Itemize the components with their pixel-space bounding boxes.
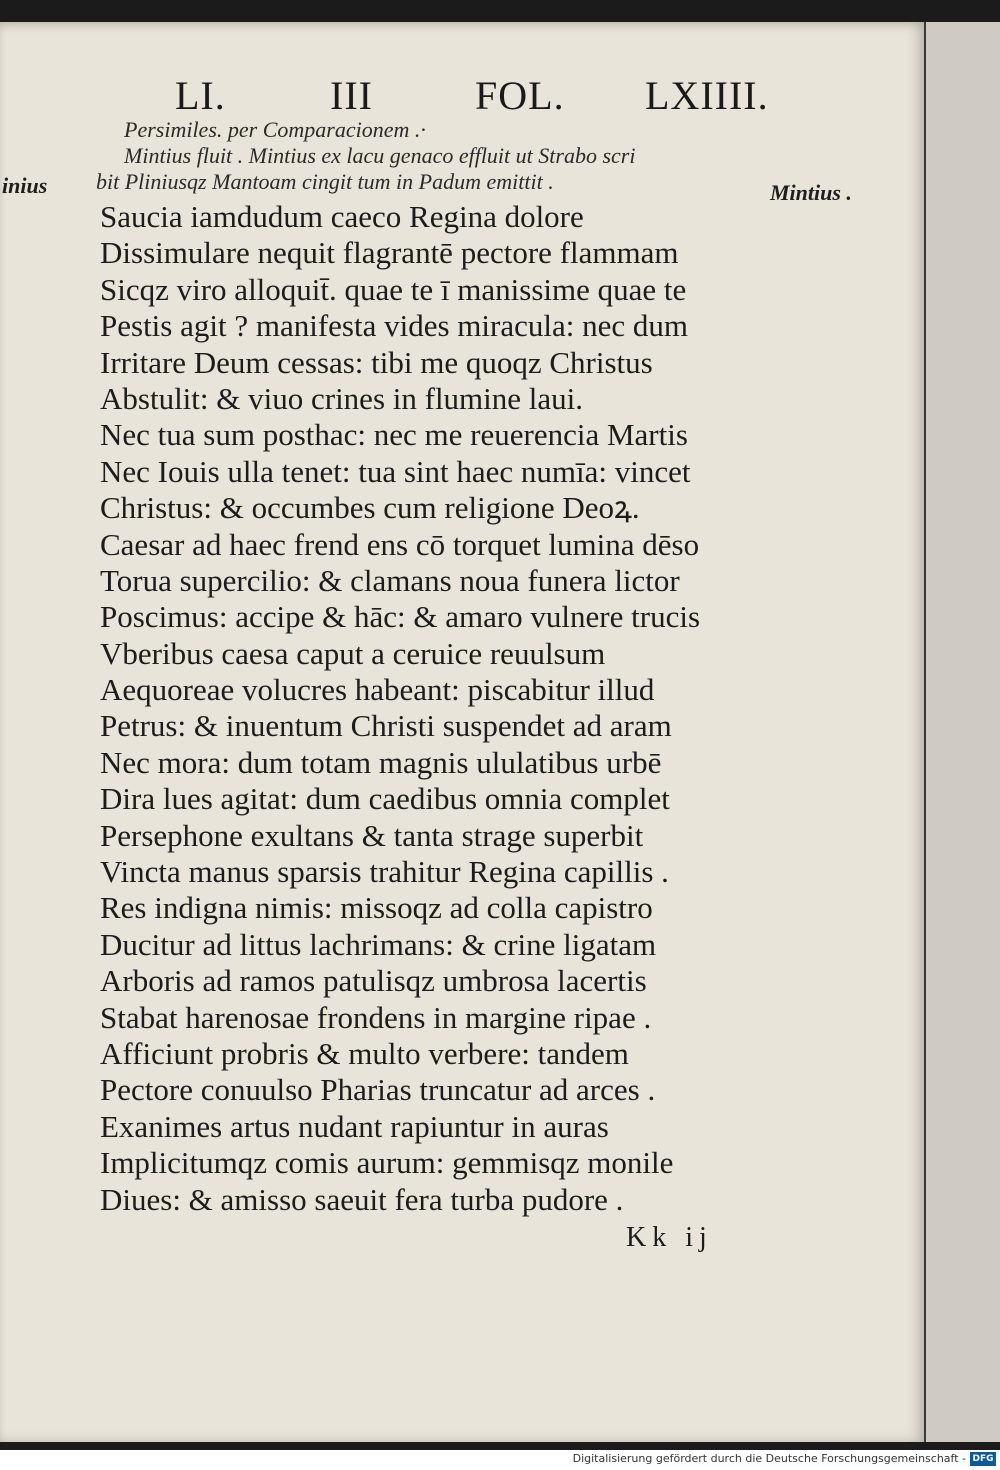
- verse-line: Caesar ad haec frend ens cō torquet lumina dēso: [100, 526, 700, 562]
- verse-line: Vincta manus sparsis trahitur Regina capillis .: [100, 854, 669, 890]
- footer-bar: [0, 1450, 1000, 1470]
- verse-line: Poscimus: accipe & hāc: & amaro vulnere trucis: [100, 599, 701, 635]
- verse-line: Irritare Deum cessas: tibi me quoqz Christus: [100, 344, 653, 380]
- verse-line: Vberibus caesa caput a ceruice reuulsum: [100, 635, 606, 671]
- verse-line: Sicqz viro alloquit̄. quae te ī manissime quae te: [100, 271, 687, 307]
- verse-line: Pestis agit ? manifesta vides miracula: nec dum: [100, 308, 688, 344]
- verse-line: Nec Iouis ulla tenet: tua sint haec numīa: vincet: [100, 453, 691, 489]
- verse-line: Res indigna nimis: missoqz ad colla capistro: [100, 890, 653, 926]
- gloss-line-1: Persimiles. per Comparacionem .·: [124, 117, 426, 142]
- verse-line: Exanimes artus nudant rapiuntur in auras: [100, 1108, 609, 1144]
- signature-mark: Kk ij: [626, 1222, 713, 1253]
- verse-line: Arboris ad ramos patulisqz umbrosa lacertis: [100, 963, 647, 999]
- footer-credit: Digitalisierung gefördert durch die Deutsche Forschungsgemeinschaft -: [572, 1452, 966, 1465]
- verse-line: Ducitur ad littus lachrimans: & crine ligatam: [100, 926, 657, 962]
- verse-line: Nec mora: dum totam magnis ululatibus urbē: [100, 744, 662, 780]
- verse-line: Christus: & occumbes cum religione Deoꝝ.: [100, 490, 640, 526]
- verse-line: Stabat harenosae frondens in margine ripae .: [100, 999, 652, 1035]
- verse-line: Saucia iamdudum caeco Regina dolore: [100, 199, 584, 234]
- verse-line: Dissimulare nequit flagrantē pectore flammam: [100, 235, 679, 271]
- verse-line: Persephone exultans & tanta strage superbit: [100, 817, 644, 853]
- verse-line: Pectore conuulso Pharias truncatur ad arces .: [100, 1072, 656, 1108]
- header-fol-label: FOL.: [475, 73, 565, 118]
- verse-line: Diues: & amisso saeuit fera turba pudore .: [100, 1181, 624, 1217]
- left-margin-note: inius: [2, 173, 48, 198]
- running-header: [175, 72, 775, 122]
- verse-line: Implicitumqz comis aurum: gemmisqz monile: [100, 1145, 674, 1181]
- header-book: III: [330, 73, 373, 118]
- verse-line: Torua supercilio: & clamans noua funera lictor: [100, 562, 680, 598]
- verse-line: Aequoreae volucres habeant: piscabitur illud: [100, 672, 655, 708]
- right-margin-note: Mintius .: [770, 180, 852, 205]
- verse-block: [100, 199, 780, 1218]
- verse-line: Afficiunt probris & multo verbere: tandem: [100, 1035, 629, 1071]
- verse-line: Nec tua sum posthac: nec me reuerencia Martis: [100, 417, 688, 453]
- dfg-logo-icon: DFG: [970, 1452, 996, 1466]
- verse-line: Abstulit: & viuo crines in flumine laui.: [100, 380, 584, 416]
- scan-edge-strip: [924, 22, 1000, 1442]
- page-edge-line: [924, 22, 926, 1442]
- verse-line: Petrus: & inuentum Christi suspendet ad aram: [100, 708, 672, 744]
- header-leaf: LI.: [175, 73, 226, 118]
- gloss-line-3: bit Pliniusqz Mantoam cingit tum in Padum emittit .: [96, 169, 554, 194]
- verse-line: Dira lues agitat: dum caedibus omnia complet: [100, 781, 670, 817]
- header-folio-number: LXIIII.: [645, 73, 769, 118]
- gloss-line-2: Mintius fluit . Mintius ex lacu genaco effluit ut Strabo scri: [124, 143, 636, 168]
